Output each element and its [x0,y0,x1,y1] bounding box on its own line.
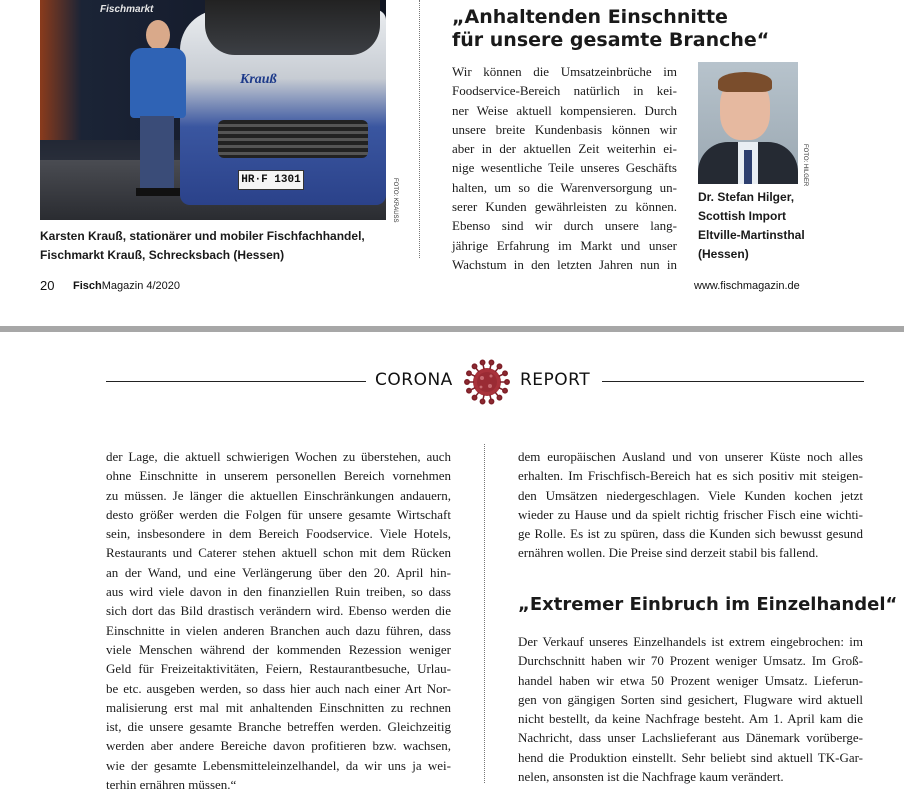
magazine-url: www.fischmagazin.de [694,280,800,292]
body-line: Wachstum in den letzten Jahren nun in [452,256,677,272]
body-line: handel haben wir etwa 50 Prozent weniger Umsatz. Lieferun- [518,672,863,688]
magazine-name-bold: Fisch [73,280,102,292]
body-line: wie der gesamte Lebensmitteleinzelhandel, da wir uns ja wei- [106,757,451,773]
body-line: der Lage, die aktuell schwierigen Wochen zu überstehen, auch [106,449,451,464]
page-number: 20 [40,278,55,293]
body-line: erhalten. Im Frischfisch-Bereich hat es sich positiv mit steigen- [518,468,863,484]
body-line: gen von gängigen Sorten sind gesichert, Flugware wird aktuell [518,691,863,707]
body-line: viele Menschen während der kommenden Rezession weniger [106,641,451,657]
body-line: serer Kunden gewährleisten zu können. [452,199,677,215]
portrait-caption [698,188,828,264]
photo-credit: FOTO: KRAUSS [392,178,398,223]
body-line: unsere breite Kundenbasis können wir [452,121,677,137]
body-line: sich dort das Bild drastisch verändern wird. Ebenso werden die [106,603,451,619]
article-body-left [106,447,451,794]
body-line: sein, insbesondere in dem Bereich Foodservice. Viele Hotels, [106,526,451,542]
body-line: aber in der aktuellen Zeit weiterhin ei- [452,141,677,157]
coronavirus-icon [463,358,511,406]
caption-line: Dr. Stefan Hilger, [698,190,795,204]
page-break [0,326,904,332]
body-line: Ebenso sind wir durch unsere lang- [452,218,677,234]
section-label-report: REPORT [520,370,591,390]
body-line: Restaurants und Caterer stehen aktuell schon mit dem Rücken [106,545,451,561]
heading-line: „Anhaltenden Einschnitte [452,6,728,28]
caption-line: Fischmarkt Krauß, Schrecksbach (Hessen) [40,248,285,262]
body-line: desto größer werden die Folgen für unsere gesamte Wirtschaft [106,506,451,522]
van-license-plate: HR·F 1301 [238,170,304,190]
body-line: ist, die unsere gesamte Branche betreffen werden. Gleichzeitig [106,719,451,735]
portrait-photo [698,62,798,184]
body-line: zu müssen. Je länger die aktuellen Einschränkungen andauern, [106,487,451,503]
section-label-corona: CORONA [375,370,453,390]
portrait-credit: FOTO: HILGER [802,144,808,187]
body-line: jährige Erfahrung im Markt und unser [452,237,677,253]
body-line: nelen, ansonsten ist die Nachfrage kaum verändert. [518,769,784,785]
article-heading-2: „Extremer Einbruch im Einzelhandel“ [518,594,898,615]
body-line: hend die Produktion einstellt. Sehr beliebt sind aktuell TK-Gar- [518,749,863,765]
body-line: dem europäischen Ausland und von unserer Küste noch alles [518,449,863,464]
body-line: Der Verkauf unseres Einzelhandels ist extrem eingebrochen: im [518,634,863,649]
person-figure [128,20,188,195]
section-rule-left [106,381,366,382]
body-line: be etc. ausgeben werden, so dass hier auch nach einer Art Nor- [106,680,451,696]
body-line: Foodservice-Bereich natürlich in kei- [452,83,677,99]
column-divider-bottom [484,444,485,783]
caption-line: (Hessen) [698,247,749,261]
magazine-name [73,280,180,292]
column-divider-top [419,0,420,258]
body-line: Einschnitte in vielen anderen Branchen auch dazu führen, dass [106,622,451,638]
body-line: Wir können die Umsatzeinbrüche im [452,64,677,79]
body-line: terhin ernähren müssen.“ [106,777,237,793]
body-line: malisierung erst mal mit anhaltenden Einschnitten zu rechnen [106,699,451,715]
body-line: an der Wand, und eine Verlängerung über den 20. April hin- [106,564,451,580]
body-line: nige wesentliche Teile unseres Geschäfts [452,160,677,176]
body-line: aus wird viele davon in den finanziellen Ruin treiben, so dass [106,584,451,600]
body-line: ner Weise aktuell kompensieren. Durch [452,102,677,118]
article-body-top [452,62,677,274]
body-line: den Umsätzen niedergeschlagen. Viele Kunden kochen jetzt [518,487,863,503]
heading-line: für unsere gesamte Branche“ [452,29,770,51]
caption-line: Scottish Import [698,209,787,223]
body-line: werden aber andere Bereiche davon profitieren bzw. wachsen, [106,738,451,754]
body-line: Geld für Freizeitaktivitäten, Feiern, Restaurantbesuche, Urlau- [106,661,451,677]
body-line: ge Rolle. Es ist zu spüren, dass die Kunden sich bewusst gesund [518,526,863,542]
van-windshield [205,0,380,55]
photo-caption [40,227,400,265]
article-heading [452,6,782,52]
article-body-right-b [518,632,863,786]
article-body-right-a [518,447,863,563]
body-line: wieder zu Hause und da spielt richtig frischer Fisch eine wichti- [518,506,863,522]
caption-line: Eltville-Martinsthal [698,228,805,242]
wall-sign: Fischmarkt [100,4,154,15]
body-line: halten, um so die Warenversorgung un- [452,179,677,195]
magazine-name-rest: Magazin 4/2020 [101,280,181,292]
van-grille [218,120,368,158]
caption-line: Karsten Krauß, stationärer und mobiler Fischfachhandel, [40,229,365,243]
body-line: ohne Einschnitte in unserem personellen Bereich vornehmen [106,468,451,484]
section-rule-right [602,381,864,382]
body-line: nicht bestellt, da keine Nachfrage besteht. Am 1. April kam die [518,711,863,727]
body-line: Nachricht, dass unser Lachslieferant aus Dänemark vorüberge- [518,730,863,746]
photo-krauss-van [40,0,386,220]
body-line: ernähren wollen. Die Preise sind derzeit stabil bis fallend. [518,545,819,561]
body-line: Durchschnitt haben wir 70 Prozent weniger Umsatz. Im Groß- [518,653,863,669]
van-brand-logo: Krauß [240,72,277,87]
